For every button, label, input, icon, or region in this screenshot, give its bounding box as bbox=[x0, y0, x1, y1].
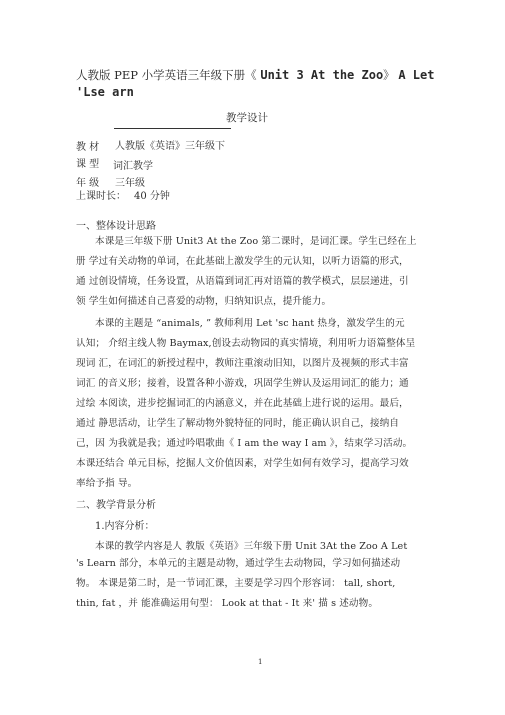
para-1-line-3: 通 过创设情境，任务设置，从语篇到词汇再对语篇的教学模式，层层递进，引 bbox=[76, 276, 409, 287]
para-2-line-9: 率给予指 导。 bbox=[76, 478, 138, 489]
para-3-line-4: thin, fat ，并 能准确运用句型： Look at that - It 来' 描 s 述动物。 bbox=[76, 598, 379, 609]
doc-subtitle: 教学设计 bbox=[226, 112, 268, 124]
info-textbook-value: 人教版《英语》三年级下 bbox=[115, 141, 225, 152]
para-2-line-5: 过绘 本阅读，进步挖掘词汇的内涵意义，并在此基础上进行说的运用。最后， bbox=[76, 398, 409, 409]
para-1-line-1: 本课是三年级下册 Unit3 At the Zoo 第二课时，是词汇课。学生已经在上 bbox=[95, 236, 417, 247]
info-duration-value: 40 分钟 bbox=[134, 191, 170, 202]
subsection-1-heading: 1.内容分析： bbox=[95, 521, 155, 532]
para-2-line-6: 通过 静思活动，让学生了解动物外貌特征的同时，能正确认识自己，接纳自 bbox=[76, 418, 400, 429]
title-unit: Unit 3 At the Zoo bbox=[260, 68, 384, 82]
title-line2: 'Lse arn bbox=[76, 85, 134, 99]
section-2-heading: 二、教学背景分析 bbox=[76, 500, 156, 511]
para-2-line-2: 认知； 介绍主线人物 Baymax,创设去动物园的真实情境，利用听力语篇整体呈 bbox=[76, 338, 416, 349]
info-type-label: 课 型 bbox=[76, 159, 100, 170]
para-3-line-2: 's Learn 部分，本单元的主题是动物，通过学生去动物园，学习如何描述动 bbox=[76, 558, 401, 569]
para-3-line-1: 本课的教学内容是人 教版《英语》三年级下册 Unit 3At the Zoo A Let bbox=[95, 541, 408, 552]
doc-title-line-1 bbox=[76, 67, 434, 84]
info-type-value: 词汇教学 bbox=[113, 161, 153, 172]
para-2-line-7: 己，因 为我就是我；通过吟唱歌曲《 I am the way I am 》，结束学习活动。 bbox=[76, 438, 413, 449]
para-2-line-8: 本课还结合 单元目标，挖掘人文价值因素，对学生如何有效学习，提高学习效 bbox=[76, 458, 409, 469]
para-2-line-3: 现词 汇，在词汇的新授过程中，教师注重滚动旧知，以图片及视频的形式丰富 bbox=[76, 358, 409, 369]
title-tail: A Let bbox=[398, 68, 435, 82]
title-mid: 》 bbox=[383, 68, 399, 82]
para-1-line-2: 册 学过有关动物的单词，在此基础上激发学生的元认知，以听力语篇的形式， bbox=[76, 256, 409, 267]
para-2-line-1: 本课的主题是 “animals, ” 教师利用 Let 'sc hant 热身，激发学生的元 bbox=[95, 318, 405, 329]
title-prefix: 人教版 PEP 小学英语三年级下册《 bbox=[76, 68, 261, 82]
doc-title-line-2 bbox=[76, 84, 134, 101]
info-grade-value: 三年级 bbox=[115, 178, 145, 189]
section-1-heading: 一、整体设计思路 bbox=[76, 221, 156, 232]
info-duration bbox=[76, 190, 170, 204]
info-top-rule bbox=[114, 128, 231, 129]
para-2-line-4: 词汇 的音义形；接着，设置各种小游戏，巩固学生辨认及运用词汇的能力；通 bbox=[76, 378, 409, 389]
para-1-line-4: 领 学生如何描述自己喜爱的动物，归纳知识点，提升能力。 bbox=[76, 296, 332, 307]
info-duration-label: 上课时长： bbox=[76, 191, 126, 202]
para-3-line-3: 物。 本课是第二时，是一节词汇课，主要是学习四个形容词： tall, short, bbox=[76, 578, 396, 589]
info-grade-label: 年 级 bbox=[76, 178, 100, 189]
info-textbook-label: 教 材 bbox=[76, 142, 100, 153]
page-number: 1 bbox=[258, 658, 263, 666]
